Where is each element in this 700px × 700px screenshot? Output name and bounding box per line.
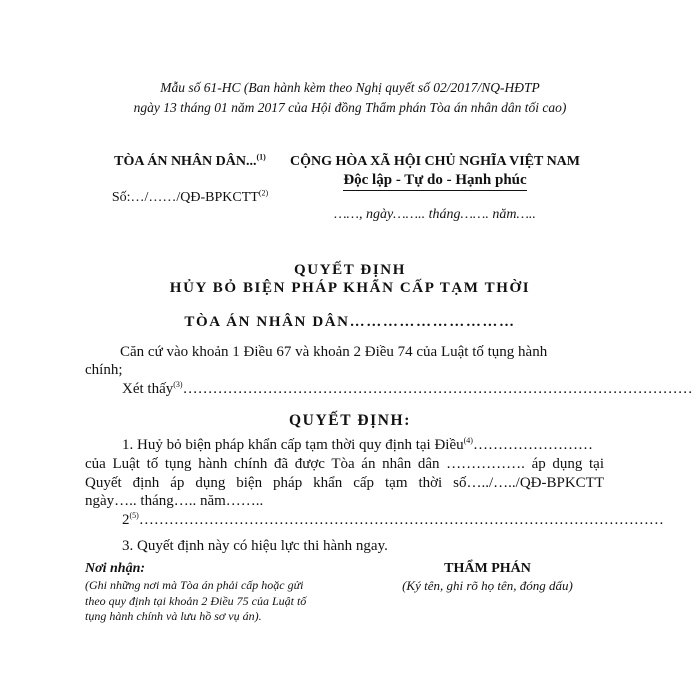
signature-title: THẨM PHÁN xyxy=(444,561,531,576)
court-name-text: TÒA ÁN NHÂN DÂN... xyxy=(114,154,257,169)
legal-basis-line-1: Căn cứ vào khoản 1 Điều 67 và khoản 2 Điều 74 của Luật tố tụng hành xyxy=(120,344,548,360)
recipients-note-line-1: (Ghi những nơi mà Tòa án phải cấp hoặc gửi xyxy=(85,578,304,592)
decision-heading: QUYẾT ĐỊNH: xyxy=(289,412,411,429)
decision-number-note: (2) xyxy=(258,188,269,198)
item-2-number: 2 xyxy=(122,512,130,528)
nation-name: CỘNG HÒA XÃ HỘI CHỦ NGHĨA VIỆT NAM xyxy=(289,154,580,169)
national-motto: Độc lập - Tự do - Hạnh phúc xyxy=(343,172,526,191)
decision-number-text: Số:…/……/QĐ-BPKCTT xyxy=(111,190,259,205)
item-1-note: (4) xyxy=(463,436,473,445)
legal-basis-line-2: chính; xyxy=(85,362,123,378)
item-2-line xyxy=(122,511,664,529)
item-1-line-3: Quyết định áp dụng biện pháp khẩn cấp tạm thời số…../…../QĐ-BPKCTT xyxy=(85,475,604,491)
document-subtitle: HỦY BỎ BIỆN PHÁP KHẨN CẤP TẠM THỜI xyxy=(169,280,531,296)
item-2-note: (5) xyxy=(129,511,139,520)
recipients-label: Nơi nhận: xyxy=(85,561,146,576)
item-3-line: 3. Quyết định này có hiệu lực thi hành ngay. xyxy=(122,538,388,554)
item-1-dots: …………………… xyxy=(472,437,593,453)
item-2-dots: …………………………………………………………………………………………… xyxy=(138,512,664,528)
motto-wrapper xyxy=(285,171,585,191)
form-reference-line-2: ngày 13 tháng 01 năm 2017 của Hội đồng Thẩm phán Tòa án nhân dân tối cao) xyxy=(133,100,567,115)
form-reference-note xyxy=(0,78,700,118)
signature-note: (Ký tên, ghi rõ họ tên, đóng dấu) xyxy=(402,578,573,593)
considering-line xyxy=(122,380,693,398)
decision-number xyxy=(90,190,290,206)
considering-dots: ………………………………………………………………………………………… xyxy=(182,381,693,397)
considering-note: (3) xyxy=(173,380,183,389)
recipients-note-line-2: theo quy định tại khoản 2 Điều 75 của Luật tố xyxy=(85,593,307,608)
considering-label: Xét thấy xyxy=(122,381,174,397)
form-reference-line-1: Mẫu số 61-HC (Ban hành kèm theo Nghị quyết số 02/2017/NQ-HĐTP xyxy=(160,80,540,95)
court-name xyxy=(90,154,290,170)
item-1-line-4: ngày….. tháng….. năm…….. xyxy=(85,493,264,509)
issuing-court-heading: TÒA ÁN NHÂN DÂN………………………… xyxy=(184,314,516,330)
document-title: QUYẾT ĐỊNH xyxy=(294,262,406,278)
item-1-line-2: của Luật tố tụng hành chính đã được Tòa án nhân dân ……………. áp dụng tại xyxy=(85,456,604,472)
court-name-note: (1) xyxy=(256,152,266,162)
item-1-line-1 xyxy=(122,437,604,454)
item-1-text: 1. Huỷ bỏ biện pháp khẩn cấp tạm thời quy định tại Điều xyxy=(122,437,464,453)
recipients-note xyxy=(85,578,355,625)
recipients-note-line-3: tụng hành chính và lưu hồ sơ vụ án). xyxy=(85,609,262,623)
place-date-line: ……, ngày…….. tháng……. năm….. xyxy=(334,207,536,222)
